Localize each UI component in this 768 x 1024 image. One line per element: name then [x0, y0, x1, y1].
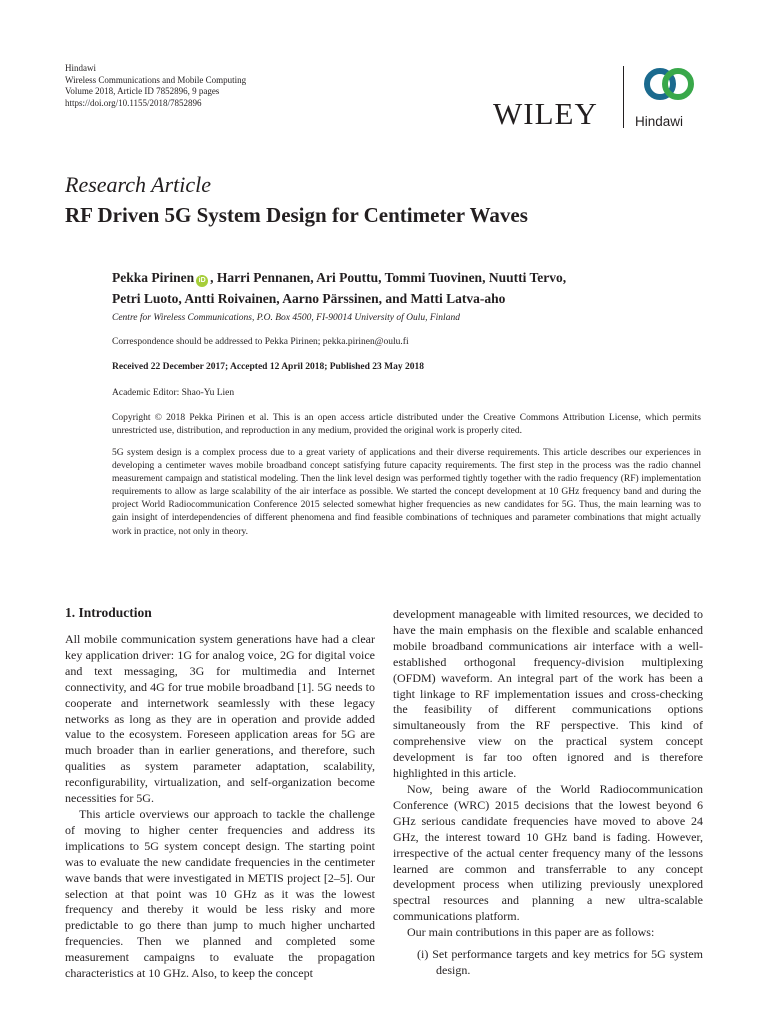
logo-divider [623, 66, 624, 128]
copyright-notice: Copyright © 2018 Pekka Pirinen et al. This is an open access article distributed under the Creative Commons Attribution License, which permits unrestricted use, distribution, and reproduction in any medium, provided the original work is properly cited. [112, 413, 701, 436]
abstract: 5G system design is a complex process due to a great variety of applications and their diverse requirements. This article describes our experiences in developing a centimeter waves mobile broadband concept satisfying future capacity requirements. The first step in the process was the radio channel measurement campaign and statistical modeling. Then the link level design was performed tightly together with the radio frequency (RF) implementation requirements to allow as large scalability of the air interface as possible. We started the concept development at 10 GHz frequency band and during the project World Radiocommunication Conference 2015 selected somewhat higher frequencies as new candidates for 5G. Thus, the main learning was to gain insight of interdependencies of different phenomena and find feasible combinations of techniques and parameter combinations that might actually work in practice, not only in theory. [112, 448, 701, 537]
paragraph: This article overviews our approach to tackle the challenge of moving to higher center frequencies and address its implications to 5G system concept design. The starting point was to evaluate the new candidate frequencies in the centimeter wave bands that were investigated in METIS project [2–5]. Our selection at that point was 10 GHz as it was the lowest frequency and thereby it would be less risky and more predictable to go there than jump to much higher uncharted frequencies. Then we planned and completed some measurement campaigns to evaluate the propagation characteristics at 10 GHz. Also, to keep the concept [65, 806, 375, 981]
authors-line-1: , Harri Pennanen, Ari Pouttu, Tommi Tuovinen, Nuutti Tervo, [210, 270, 567, 285]
wiley-logo: WILEY [493, 96, 598, 131]
correspondence: Correspondence should be addressed to Pekka Pirinen; pekka.pirinen@oulu.fi [112, 337, 409, 347]
publisher-info [65, 63, 246, 109]
authors-line-2: Petri Luoto, Antti Roivainen, Aarno Pärssinen, and Matti Latva-aho [112, 291, 506, 306]
list-item: (i) Set performance targets and key metrics for 5G system design. [417, 947, 703, 977]
paragraph: All mobile communication system generations have had a clear key application driver: 1G for analog voice, 2G for digital voice and text messaging, 3G for multimedia and Internet connectivity, and 4G for true mobile broadband [1]. 5G needs to cooperate and internetwork seamlessly with these legacy networks as long as they are in operation and provide added value to the ecosystem. Foreseen application areas for 5G are much broader than in earlier generations, and therefore, such qualities as system parameter adaptation, scalability, reconfigurability, virtualization, and self-organization become necessities for 5G. [65, 632, 375, 806]
left-column [65, 632, 375, 982]
hindawi-logo-icon [642, 62, 696, 106]
section-heading: 1. Introduction [65, 605, 152, 620]
paragraph: Our main contributions in this paper are as follows: [407, 925, 655, 940]
paragraph: Now, being aware of the World Radiocommunication Conference (WRC) 2015 decisions that the lowest beyond 6 GHz serious candidate frequencies have moved to above 24 GHz, the interest toward 10 GHz band is fading. However, irrespective of the actual center frequency many of the lessons learned are common and transferrable to any concept development process when utilizing previously unexplored spectral resources and planning a new ultra-scalable communications platform. [393, 781, 703, 924]
right-column [393, 607, 703, 979]
author-list [112, 267, 566, 309]
paragraph: development manageable with limited resources, we decided to have the main emphasis on the flexible and scalable enhanced mobile broadband communications air interface with a well-established orthogonal frequency-division multiplexing (OFDM) waveform. An integral part of the work has been a tight linkage to RF implementation issues and cross-checking the feasibility of different communications options simultaneously from the RF perspective. This kind of comprehensive view on the practical system concept development is far too often ignored and is therefore highlighted in this article. [393, 607, 703, 781]
article-type: Research Article [65, 172, 212, 197]
volume-info: Volume 2018, Article ID 7852896, 9 pages [65, 86, 220, 97]
journal-name: Wireless Communications and Mobile Computing [65, 74, 247, 85]
orcid-icon[interactable]: iD [196, 275, 208, 287]
article-title: RF Driven 5G System Design for Centimeter Waves [65, 203, 528, 227]
academic-editor: Academic Editor: Shao-Yu Lien [112, 388, 235, 398]
affiliation: Centre for Wireless Communications, P.O. Box 4500, FI-90014 University of Oulu, Finland [112, 313, 460, 323]
publication-dates: Received 22 December 2017; Accepted 12 April 2018; Published 23 May 2018 [112, 362, 424, 372]
first-author[interactable]: Pekka Pirinen [112, 270, 195, 285]
doi-link[interactable]: https://doi.org/10.1155/2018/7852896 [65, 97, 202, 108]
publisher-name: Hindawi [65, 63, 96, 73]
hindawi-wordmark: Hindawi [635, 114, 684, 129]
